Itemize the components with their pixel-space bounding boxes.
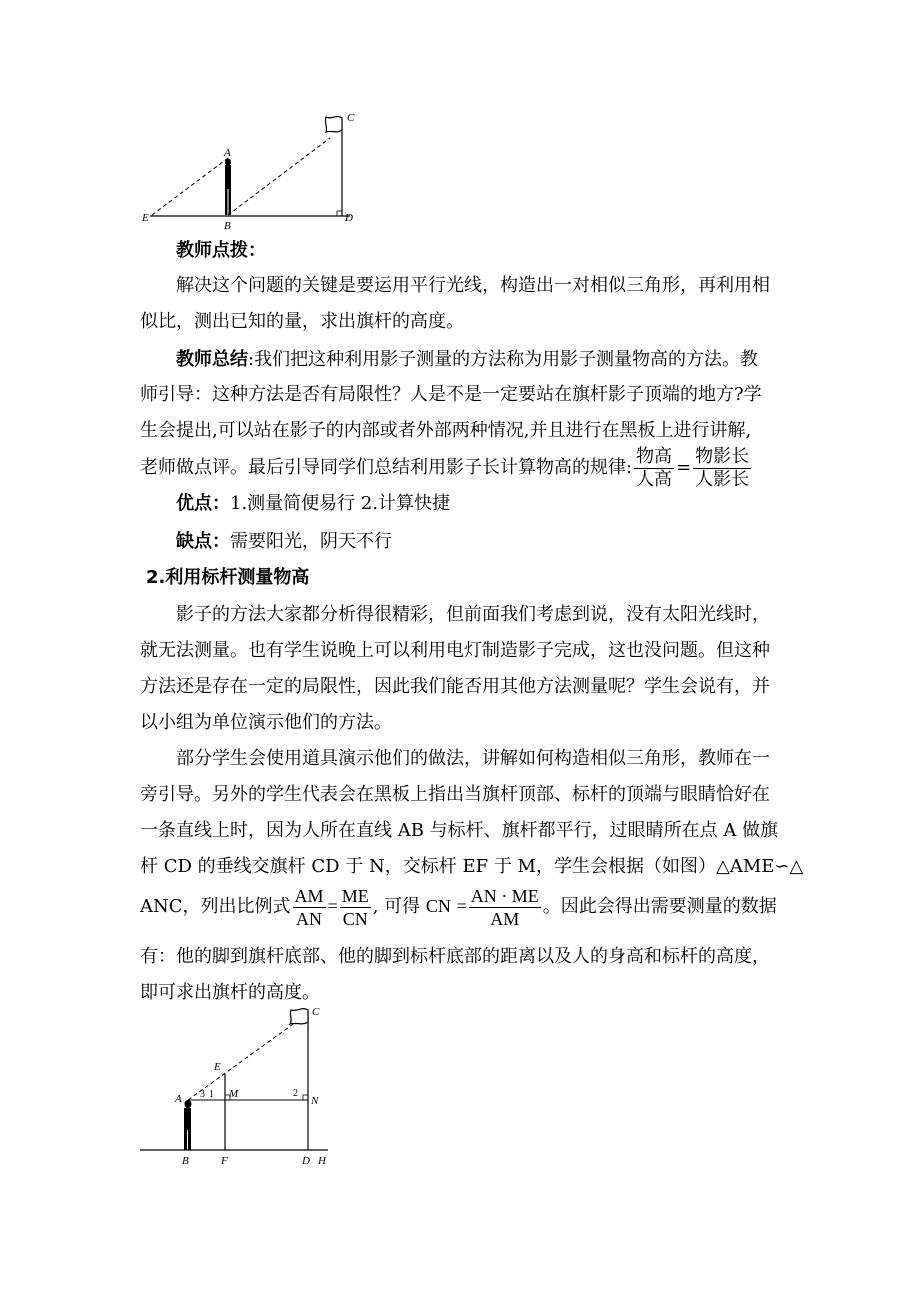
para1-line: 影子的方法大家都分析得很精彩，但前面我们考虑到说，没有太阳光线时， xyxy=(176,604,770,625)
denominator: CN xyxy=(342,908,368,929)
label-A: A xyxy=(224,147,231,159)
cons-text: 需要阳光，阴天不行 xyxy=(230,531,392,552)
para2-text: 。因此会得出需要测量的数据 xyxy=(542,896,777,917)
para2-line: 即可求出旗杆的高度。 xyxy=(140,982,320,1003)
para2-formula-line xyxy=(140,880,777,933)
label-E: E xyxy=(214,1061,221,1073)
numerator: ME xyxy=(341,885,369,906)
cons-label: 缺点： xyxy=(176,531,230,552)
right-angle-mark xyxy=(337,211,342,216)
numerator: 物高 xyxy=(636,445,673,467)
para2-text: , 可得 xyxy=(372,896,421,917)
pros-line xyxy=(176,492,450,516)
para2-line: 部分学生会使用道具演示他们的做法，讲解如何构造相似三角形，教师在一 xyxy=(176,748,770,769)
cons-line xyxy=(176,530,392,554)
summary-line: 师引导：这种方法是否有局限性？人是不是一定要站在旗杆影子顶端的地方?学 xyxy=(140,384,762,405)
benchmark-diagram xyxy=(138,1004,338,1170)
equals-sign: = xyxy=(327,896,338,916)
label-B: B xyxy=(224,220,231,232)
label-H: H xyxy=(318,1155,326,1167)
flag-icon xyxy=(290,1009,308,1024)
para1-line: 以小组为单位演示他们的方法。 xyxy=(140,712,392,733)
formula-fraction xyxy=(634,446,674,491)
pros-text: 1.测量简便易行 2.计算快捷 xyxy=(230,493,451,514)
label-2: 2 xyxy=(293,1088,298,1099)
tip-line: 解决这个问题的关键是要运用平行光线，构造出一对相似三角形，再利用相 xyxy=(176,275,770,296)
summary-line: 生会提出,可以站在影子的内部或者外部两种情况,并且进行在黑板上进行讲解, xyxy=(140,420,752,441)
person-icon xyxy=(184,1100,192,1150)
tip-line: 似比，测出已知的量，求出旗杆的高度。 xyxy=(140,311,464,332)
equals-sign: = xyxy=(676,457,692,478)
label-E: E xyxy=(142,212,149,224)
formula-fraction xyxy=(340,885,371,930)
formula-fraction xyxy=(693,446,751,491)
para1-line: 方法还是存在一定的局限性，因此我们能否用其他方法测量呢？学生会说有，并 xyxy=(140,676,770,697)
label-F: F xyxy=(221,1155,228,1167)
summary-text: 老师做点评。最后引导同学们总结利用影子长计算物高的规律: xyxy=(140,457,633,478)
denominator: AN xyxy=(296,908,323,929)
summary-text: :我们把这种利用影子测量的方法称为用影子测量物高的方法。教 xyxy=(248,349,759,370)
denominator: AM xyxy=(490,908,520,929)
label-N: N xyxy=(311,1095,319,1107)
formula-fraction xyxy=(293,885,326,930)
sun-ray-1 xyxy=(152,158,228,215)
flag-icon xyxy=(325,117,342,132)
equals-sign: = xyxy=(456,896,467,916)
label-B: B xyxy=(182,1155,189,1167)
label-M: M xyxy=(229,1088,239,1100)
right-angle-mark-N xyxy=(303,1095,308,1100)
section-title: 2.利用标杆测量物高 xyxy=(146,567,310,588)
numerator: AN · ME xyxy=(470,885,539,906)
numerator: AM xyxy=(294,885,324,906)
label-C: C xyxy=(347,112,355,124)
para2-line: 一条直线上时，因为人所在直线 AB 与标杆、旗杆都平行，过眼睛所在点 A 做旗 xyxy=(140,820,779,841)
denominator: 人影长 xyxy=(695,468,750,490)
label-D: D xyxy=(345,212,353,224)
label-1: 1 xyxy=(209,1089,214,1100)
math-term: CN xyxy=(425,896,451,916)
summary-line xyxy=(176,348,758,372)
person-icon xyxy=(225,159,231,216)
sun-ray-2 xyxy=(228,138,330,215)
para1-line: 就无法测量。也有学生说晚上可以利用电灯制造影子完成，这也没问题。但这种 xyxy=(140,640,770,661)
denominator: 人高 xyxy=(636,468,673,490)
summary-line-with-formula xyxy=(140,443,753,493)
numerator: 物影长 xyxy=(695,445,750,467)
label-D: D xyxy=(302,1155,310,1167)
para2-line: 杆 CD 的垂线交旗杆 CD 于 N，交标杆 EF 于 M，学生会根据（如图）△AME∽△ xyxy=(140,856,804,877)
tip-heading: 教师点拨： xyxy=(176,240,266,261)
para2-line: 旁引导。另外的学生代表会在黑板上指出当旗杆顶部、标杆的顶端与眼睛恰好在 xyxy=(140,784,770,805)
label-A: A xyxy=(175,1093,182,1105)
label-3: 3 xyxy=(200,1089,205,1100)
pros-label: 优点： xyxy=(176,493,230,514)
label-C: C xyxy=(312,1006,320,1018)
para2-line: 有：他的脚到旗杆底部、他的脚到标杆底部的距离以及人的身高和标杆的高度， xyxy=(140,946,770,967)
formula-fraction xyxy=(469,885,541,930)
para2-text: ANC，列出比例式 xyxy=(140,896,291,917)
shadow-diagram xyxy=(140,108,370,232)
summary-heading: 教师总结 xyxy=(176,349,248,370)
